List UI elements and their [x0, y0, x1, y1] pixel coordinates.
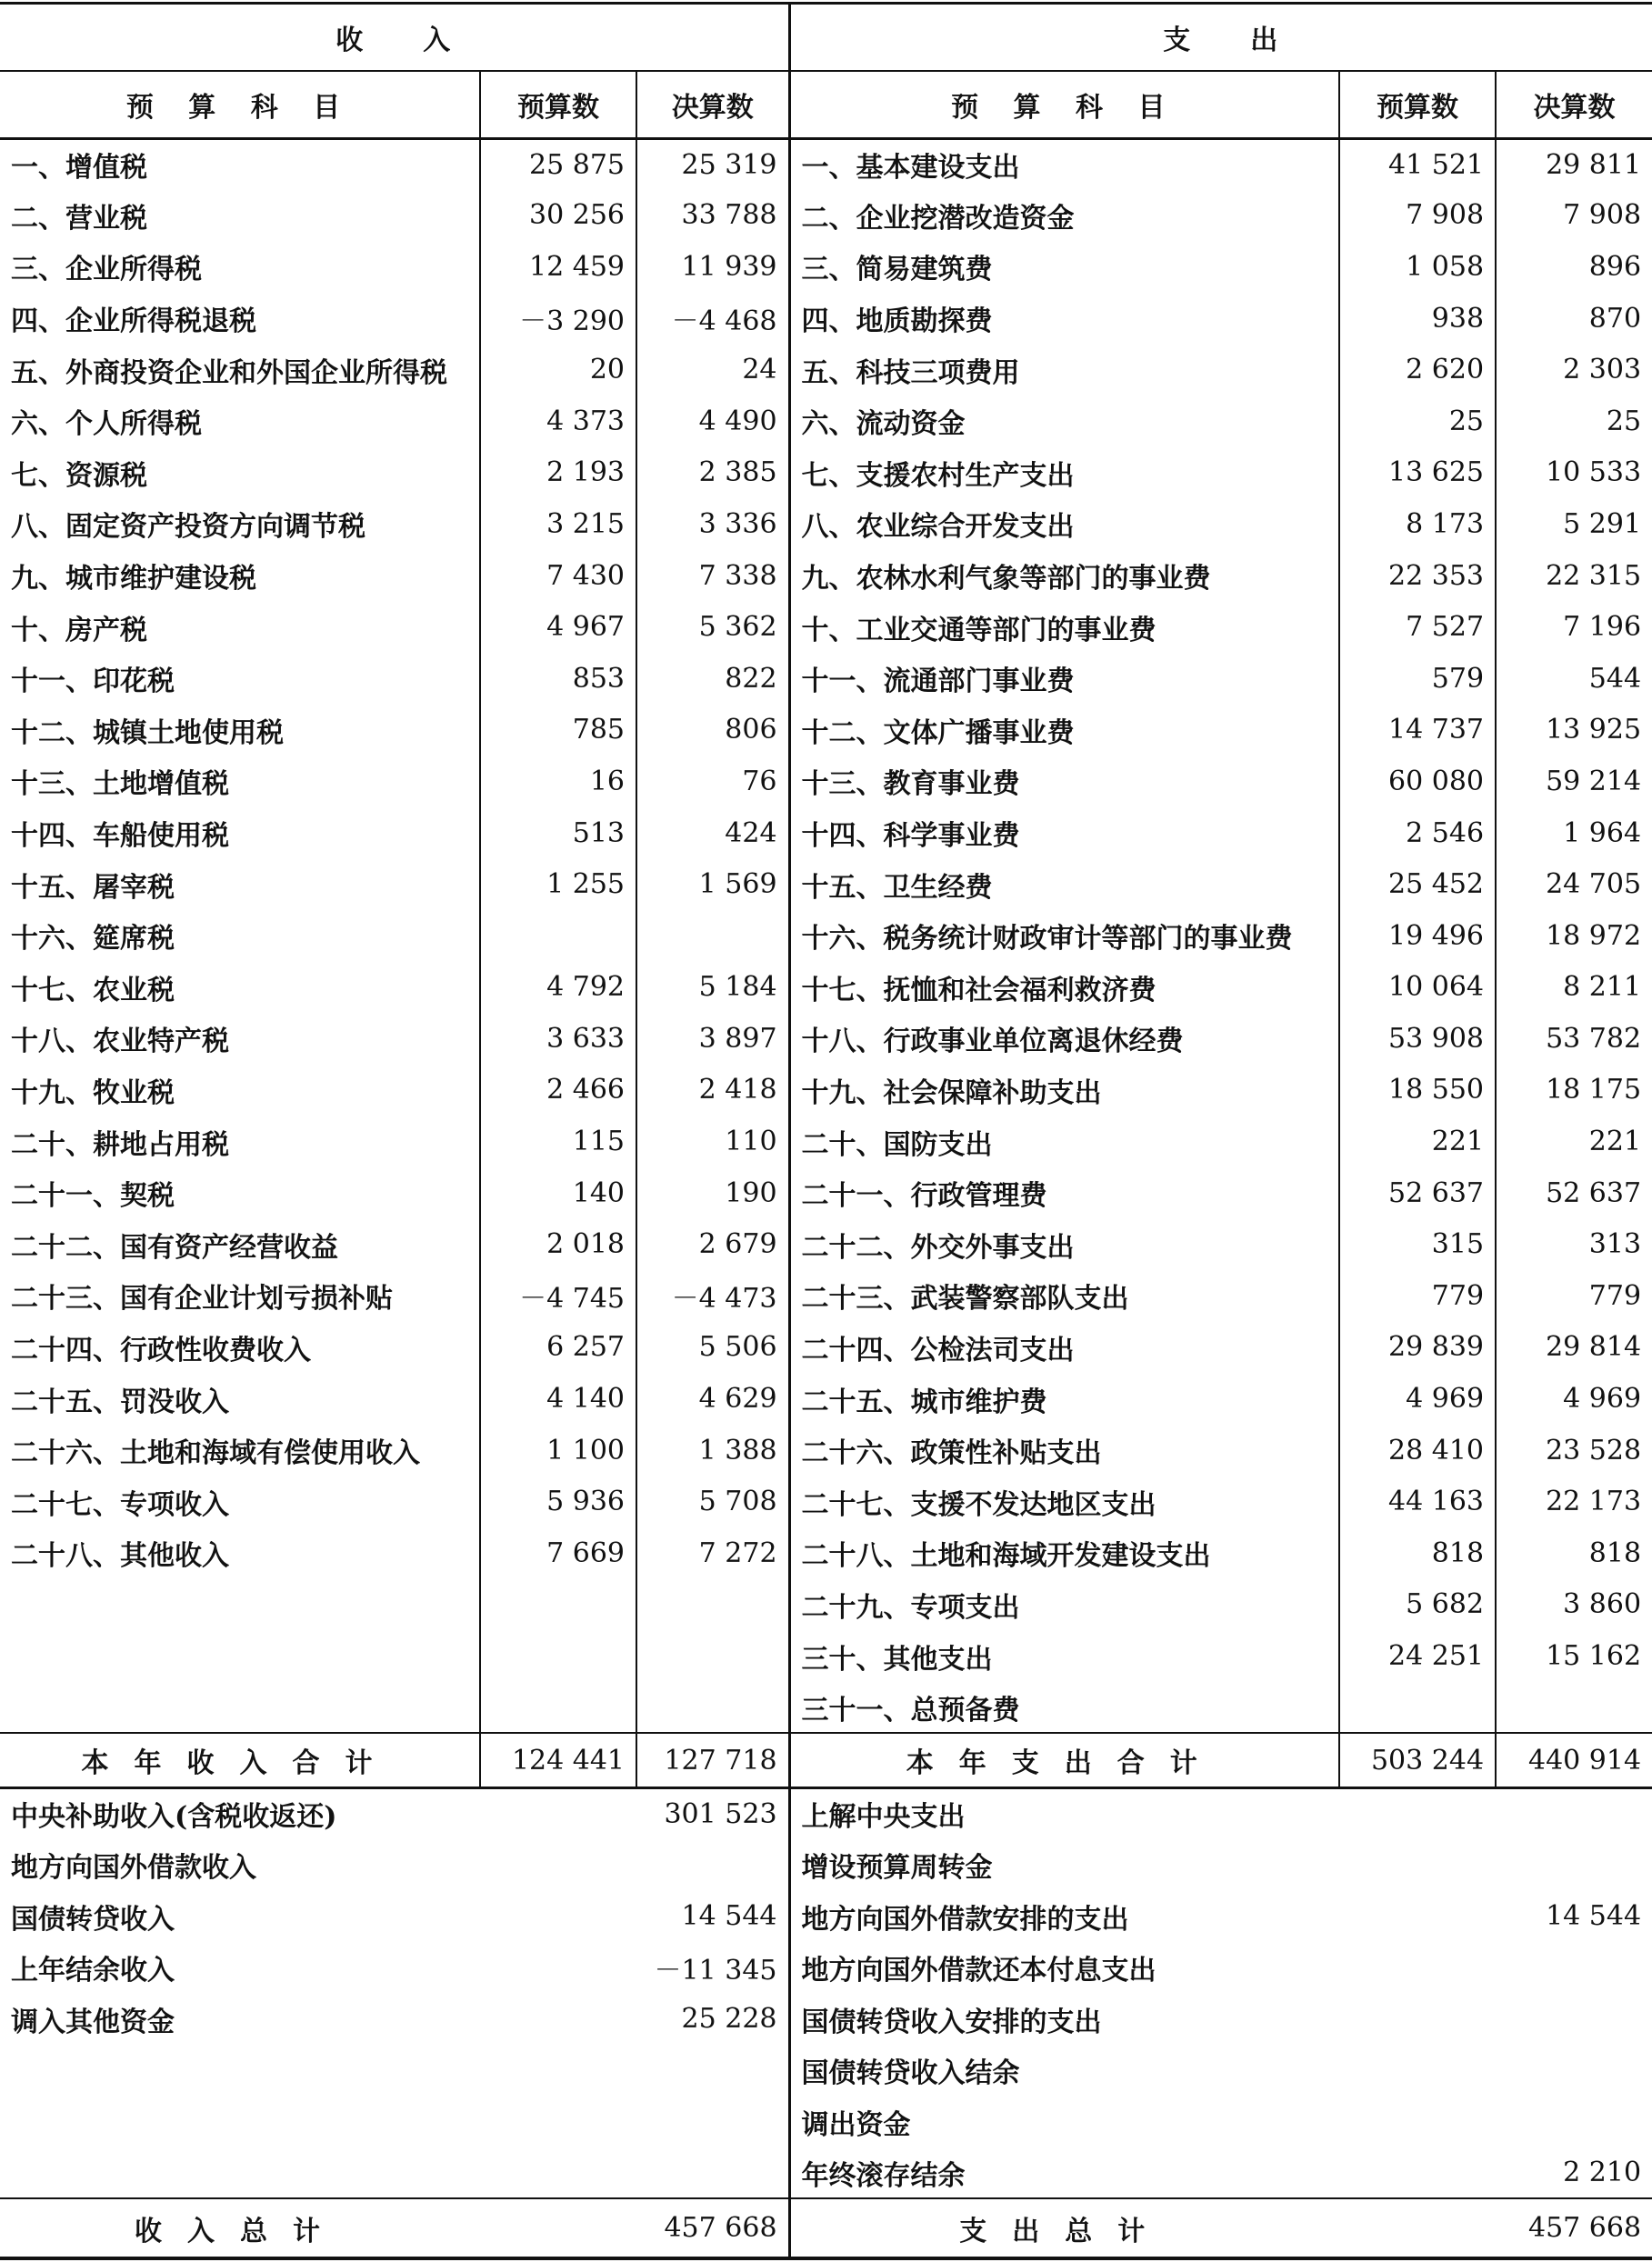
table-row [0, 705, 1652, 756]
income-item-budget: 7 430 [480, 550, 636, 602]
expense-item-budget: 7 527 [1339, 601, 1496, 653]
income-item-label: 二、营业税 [11, 202, 147, 235]
table-row [0, 1839, 1652, 1891]
income-item-final: 3 336 [636, 498, 789, 550]
expense-item-budget: 24 251 [1339, 1630, 1496, 1682]
expense-grand-total-value: 457 668 [1339, 2198, 1652, 2258]
table-row [0, 550, 1652, 602]
income-item-label: 十六、筵席税 [11, 923, 175, 956]
income-grand-total-label: 收入总计 [0, 2198, 480, 2258]
income-item-budget: 4 140 [480, 1373, 636, 1425]
income-item-label: 八、固定资产投资方向调节税 [11, 511, 365, 544]
income-item-final: 2 385 [636, 447, 789, 499]
expense-transfer-value [1339, 1942, 1652, 1994]
income-item-final: 110 [636, 1116, 789, 1167]
expense-item-final: 29 811 [1496, 138, 1652, 190]
income-transfer-label [0, 2147, 480, 2199]
expense-final-header: 决算数 [1496, 71, 1652, 138]
income-item-label: 十、房产税 [11, 614, 147, 646]
income-item-final: 2 679 [636, 1218, 789, 1270]
expense-item-label: 二十四、公检法司支出 [789, 1322, 1339, 1374]
expense-item-budget: 5 682 [1339, 1579, 1496, 1631]
expense-item-budget: 18 550 [1339, 1065, 1496, 1116]
expense-transfer-value [1339, 2096, 1652, 2147]
income-item-budget: 853 [480, 653, 636, 705]
expense-year-total-label: 本年支出合计 [789, 1733, 1339, 1787]
income-item-final: 7 272 [636, 1527, 789, 1579]
expense-item-final: 544 [1496, 653, 1652, 705]
table-row [0, 653, 1652, 705]
income-item-budget: 12 459 [480, 241, 636, 293]
income-item-label: 二十六、土地和海域有偿使用收入 [11, 1437, 420, 1470]
expense-item-final: 29 814 [1496, 1322, 1652, 1374]
expense-item-final: 779 [1496, 1270, 1652, 1322]
expense-transfer-label: 年终滚存结余 [789, 2147, 1339, 2199]
income-item-budget: 25 875 [480, 138, 636, 190]
expense-item-final: 2 303 [1496, 344, 1652, 395]
income-budget-header: 预算数 [480, 71, 636, 138]
income-item-budget: 16 [480, 756, 636, 807]
expense-item-final: 221 [1496, 1116, 1652, 1167]
income-item-label: 十五、屠宰税 [11, 871, 175, 904]
expense-item-budget: 52 637 [1339, 1167, 1496, 1219]
income-item-budget: 115 [480, 1116, 636, 1167]
income-item-label: 十三、土地增值税 [11, 768, 229, 801]
expense-item-budget [1339, 1682, 1496, 1734]
income-item-budget: 4 373 [480, 395, 636, 447]
expense-item-budget: 29 839 [1339, 1322, 1496, 1374]
income-item-budget: 30 256 [480, 190, 636, 242]
expense-item-label: 三十一、总预备费 [789, 1682, 1339, 1734]
expense-item-budget: 10 064 [1339, 962, 1496, 1014]
table-row [0, 962, 1652, 1014]
income-transfer-value: 301 523 [664, 1797, 777, 1830]
expense-item-label: 二十九、专项支出 [789, 1579, 1339, 1631]
table-row [0, 1942, 1652, 1994]
expense-item-label: 十一、流通部门事业费 [789, 653, 1339, 705]
income-year-total-budget: 124 441 [480, 1733, 636, 1787]
table-row [0, 858, 1652, 910]
income-item-final: 24 [636, 344, 789, 395]
table-row [0, 2045, 1652, 2097]
income-item-budget: －3 290 [480, 293, 636, 345]
income-item-label: 二十五、罚没收入 [11, 1386, 229, 1418]
expense-item-final: 818 [1496, 1527, 1652, 1579]
expense-item-label: 二十五、城市维护费 [789, 1373, 1339, 1425]
income-transfer-label: 地方向国外借款收入 [11, 1852, 256, 1885]
income-item-label: 十二、城镇土地使用税 [11, 716, 284, 749]
table-row [0, 1065, 1652, 1116]
income-item-label: 二十四、行政性收费收入 [11, 1334, 311, 1366]
expense-transfer-value [1339, 1787, 1652, 1839]
income-section-header: 收 入 [0, 4, 789, 71]
expense-item-final: 15 162 [1496, 1630, 1652, 1682]
expense-item-final: 53 782 [1496, 1013, 1652, 1065]
income-item-budget: 20 [480, 344, 636, 395]
income-item-final: 33 788 [636, 190, 789, 242]
table-row [0, 1270, 1652, 1322]
table-row [0, 1373, 1652, 1425]
expense-item-final: 13 925 [1496, 705, 1652, 756]
expense-transfer-label: 调出资金 [789, 2096, 1339, 2147]
expense-item-final: 10 533 [1496, 447, 1652, 499]
expense-item-label: 二十六、政策性补贴支出 [789, 1425, 1339, 1476]
expense-item-label: 二十二、外交外事支出 [789, 1218, 1339, 1270]
income-item-budget: 1 255 [480, 858, 636, 910]
income-item-final: 190 [636, 1167, 789, 1219]
income-item-budget: 4 967 [480, 601, 636, 653]
income-item-label: 十八、农业特产税 [11, 1026, 229, 1058]
income-item-final: 5 506 [636, 1322, 789, 1374]
table-row [0, 1116, 1652, 1167]
table-row [0, 1993, 1652, 2045]
income-item-final: －4 473 [636, 1270, 789, 1322]
income-item-final [636, 1630, 789, 1682]
income-item-final: 3 897 [636, 1013, 789, 1065]
expense-section-header: 支 出 [789, 4, 1652, 71]
income-transfer-label: 上年结余收入 [11, 1955, 175, 1987]
expense-item-label: 六、流动资金 [789, 395, 1339, 447]
income-year-total-label: 本年收入合计 [0, 1733, 480, 1787]
expense-item-label: 十九、社会保障补助支出 [789, 1065, 1339, 1116]
expense-item-final: 22 315 [1496, 550, 1652, 602]
income-item-label: 一、增值税 [11, 152, 147, 185]
income-item-final: 25 319 [636, 138, 789, 190]
expense-item-final: 4 969 [1496, 1373, 1652, 1425]
expense-item-final: 870 [1496, 293, 1652, 345]
expense-item-final: 896 [1496, 241, 1652, 293]
table-row [0, 1890, 1652, 1942]
income-item-budget [480, 1579, 636, 1631]
income-item-label: 二十三、国有企业计划亏损补贴 [11, 1283, 393, 1316]
income-item-final: 4 490 [636, 395, 789, 447]
expense-item-budget: 779 [1339, 1270, 1496, 1322]
income-item-budget: 5 936 [480, 1476, 636, 1527]
income-item-final: 2 418 [636, 1065, 789, 1116]
income-item-label [0, 1579, 480, 1631]
income-item-budget [480, 910, 636, 962]
table-row [0, 344, 1652, 395]
income-item-label: 十一、印花税 [11, 666, 175, 698]
income-item-label [0, 1682, 480, 1734]
expense-item-label: 十八、行政事业单位离退休经费 [789, 1013, 1339, 1065]
income-item-label: 二十八、其他收入 [11, 1540, 229, 1573]
expense-transfer-value [1339, 2045, 1652, 2097]
expense-item-final: 22 173 [1496, 1476, 1652, 1527]
table-row [0, 2147, 1652, 2199]
expense-item-budget: 25 [1339, 395, 1496, 447]
expense-year-total-budget: 503 244 [1339, 1733, 1496, 1787]
income-item-budget: 1 100 [480, 1425, 636, 1476]
expense-item-label: 二、企业挖潜改造资金 [789, 190, 1339, 242]
table-row [0, 1682, 1652, 1734]
expense-item-label: 四、地质勘探费 [789, 293, 1339, 345]
income-item-budget: 785 [480, 705, 636, 756]
table-row [0, 807, 1652, 859]
budget-table [0, 4, 1652, 2260]
income-item-label: 二十一、契税 [11, 1180, 175, 1213]
expense-item-label: 十四、科学事业费 [789, 807, 1339, 859]
income-item-budget: 3 633 [480, 1013, 636, 1065]
income-year-total-final: 127 718 [636, 1733, 789, 1787]
expense-item-label: 七、支援农村生产支出 [789, 447, 1339, 499]
income-transfer-value: 14 544 [681, 1900, 777, 1933]
expense-budget-header: 预算数 [1339, 71, 1496, 138]
expense-transfer-value: 2 210 [1563, 2157, 1642, 2189]
income-item-final: 4 629 [636, 1373, 789, 1425]
income-item-budget: 2 466 [480, 1065, 636, 1116]
expense-item-budget: 13 625 [1339, 447, 1496, 499]
income-item-final: 1 388 [636, 1425, 789, 1476]
expense-item-label: 三、简易建筑费 [789, 241, 1339, 293]
income-item-label: 二十七、专项收入 [11, 1488, 229, 1521]
expense-item-label: 八、农业综合开发支出 [789, 498, 1339, 550]
expense-item-label: 三十、其他支出 [789, 1630, 1339, 1682]
expense-item-label: 二十三、武装警察部队支出 [789, 1270, 1339, 1322]
expense-item-final: 7 908 [1496, 190, 1652, 242]
expense-item-budget: 41 521 [1339, 138, 1496, 190]
expense-item-label: 九、农林水利气象等部门的事业费 [789, 550, 1339, 602]
income-grand-total-value: 457 668 [480, 2198, 789, 2258]
income-item-label: 六、个人所得税 [11, 408, 202, 441]
income-item-label: 十四、车船使用税 [11, 820, 229, 853]
income-item-label: 四、企业所得税退税 [11, 305, 256, 338]
expense-item-final: 313 [1496, 1218, 1652, 1270]
expense-transfer-label: 上解中央支出 [789, 1787, 1339, 1839]
expense-item-budget: 25 452 [1339, 858, 1496, 910]
expense-transfer-value: 14 544 [1546, 1900, 1642, 1933]
expense-item-budget: 53 908 [1339, 1013, 1496, 1065]
expense-item-final: 1 964 [1496, 807, 1652, 859]
expense-item-label: 十七、抚恤和社会福利救济费 [789, 962, 1339, 1014]
expense-item-label: 二十一、行政管理费 [789, 1167, 1339, 1219]
expense-item-label: 二十八、土地和海域开发建设支出 [789, 1527, 1339, 1579]
table-row [0, 138, 1652, 190]
income-item-final: －4 468 [636, 293, 789, 345]
income-item-final: 76 [636, 756, 789, 807]
income-subject-header: 预 算 科 目 [0, 71, 480, 138]
expense-item-label: 五、科技三项费用 [789, 344, 1339, 395]
expense-grand-total-label: 支出总计 [789, 2198, 1339, 2258]
income-item-final [636, 1682, 789, 1734]
expense-item-final: 23 528 [1496, 1425, 1652, 1476]
income-item-final: 806 [636, 705, 789, 756]
expense-item-budget: 28 410 [1339, 1425, 1496, 1476]
section-header-row [0, 4, 1652, 71]
expense-item-label: 二十七、支援不发达地区支出 [789, 1476, 1339, 1527]
income-transfer-label: 国债转贷收入 [11, 1903, 175, 1936]
expense-item-label: 一、基本建设支出 [789, 138, 1339, 190]
expense-item-final: 8 211 [1496, 962, 1652, 1014]
income-transfer-label [0, 2045, 480, 2097]
expense-item-budget: 60 080 [1339, 756, 1496, 807]
expense-item-budget: 818 [1339, 1527, 1496, 1579]
year-total-row [0, 1733, 1652, 1787]
column-header-row [0, 71, 1652, 138]
income-transfer-label: 调入其他资金 [11, 2006, 175, 2038]
income-item-final [636, 910, 789, 962]
table-row [0, 1527, 1652, 1579]
income-item-label: 三、企业所得税 [11, 254, 202, 286]
income-item-budget: 3 215 [480, 498, 636, 550]
income-item-label: 十七、农业税 [11, 974, 175, 1006]
income-item-final: 11 939 [636, 241, 789, 293]
table-row [0, 1425, 1652, 1476]
table-row [0, 395, 1652, 447]
income-item-final: 5 184 [636, 962, 789, 1014]
expense-item-final: 18 175 [1496, 1065, 1652, 1116]
expense-item-final: 3 860 [1496, 1579, 1652, 1631]
income-transfer-label [0, 2096, 480, 2147]
expense-item-budget: 579 [1339, 653, 1496, 705]
income-item-label: 十九、牧业税 [11, 1076, 175, 1109]
income-transfer-label: 中央补助收入(含税收返还) [11, 1801, 337, 1834]
income-item-budget: 7 669 [480, 1527, 636, 1579]
expense-item-budget: 315 [1339, 1218, 1496, 1270]
table-row [0, 1787, 1652, 1839]
expense-item-final: 52 637 [1496, 1167, 1652, 1219]
expense-item-budget: 1 058 [1339, 241, 1496, 293]
income-item-budget: 140 [480, 1167, 636, 1219]
expense-item-budget: 22 353 [1339, 550, 1496, 602]
expense-item-final: 7 196 [1496, 601, 1652, 653]
table-row [0, 1630, 1652, 1682]
table-row [0, 1322, 1652, 1374]
income-item-label [0, 1630, 480, 1682]
income-transfer-value [480, 2147, 789, 2199]
expense-subject-header: 预 算 科 目 [789, 71, 1339, 138]
expense-item-label: 十、工业交通等部门的事业费 [789, 601, 1339, 653]
income-item-budget: 4 792 [480, 962, 636, 1014]
table-row [0, 601, 1652, 653]
income-item-budget: －4 745 [480, 1270, 636, 1322]
income-item-final: 5 708 [636, 1476, 789, 1527]
expense-item-label: 十五、卫生经费 [789, 858, 1339, 910]
income-item-final [636, 1579, 789, 1631]
expense-transfer-value [1339, 1993, 1652, 2045]
table-row [0, 1013, 1652, 1065]
income-transfer-value: 25 228 [681, 2003, 777, 2036]
income-item-final: 822 [636, 653, 789, 705]
expense-transfer-label: 增设预算周转金 [789, 1839, 1339, 1891]
table-row [0, 1476, 1652, 1527]
income-item-budget [480, 1630, 636, 1682]
table-row [0, 293, 1652, 345]
table-row [0, 241, 1652, 293]
table-row [0, 1167, 1652, 1219]
expense-item-budget: 4 969 [1339, 1373, 1496, 1425]
table-row [0, 1579, 1652, 1631]
expense-item-budget: 2 620 [1339, 344, 1496, 395]
income-final-header: 决算数 [636, 71, 789, 138]
table-row [0, 910, 1652, 962]
income-item-final: 7 338 [636, 550, 789, 602]
expense-item-budget: 44 163 [1339, 1476, 1496, 1527]
income-item-budget [480, 1682, 636, 1734]
income-item-final: 1 569 [636, 858, 789, 910]
expense-transfer-label: 国债转贷收入结余 [789, 2045, 1339, 2097]
expense-item-budget: 8 173 [1339, 498, 1496, 550]
expense-item-budget: 938 [1339, 293, 1496, 345]
expense-item-budget: 2 546 [1339, 807, 1496, 859]
income-transfer-value [480, 2045, 789, 2097]
grand-total-row [0, 2198, 1652, 2258]
expense-transfer-label: 地方向国外借款还本付息支出 [789, 1942, 1339, 1994]
income-transfer-value [480, 2096, 789, 2147]
expense-item-budget: 19 496 [1339, 910, 1496, 962]
expense-transfer-label: 国债转贷收入安排的支出 [789, 1993, 1339, 2045]
expense-item-final: 24 705 [1496, 858, 1652, 910]
table-row [0, 498, 1652, 550]
income-item-label: 九、城市维护建设税 [11, 563, 256, 596]
income-item-label: 二十二、国有资产经营收益 [11, 1231, 338, 1264]
table-row [0, 447, 1652, 499]
income-item-budget: 2 018 [480, 1218, 636, 1270]
table-row [0, 756, 1652, 807]
expense-item-final: 25 [1496, 395, 1652, 447]
table-row [0, 1218, 1652, 1270]
expense-item-budget: 221 [1339, 1116, 1496, 1167]
expense-item-final [1496, 1682, 1652, 1734]
expense-item-label: 二十、国防支出 [789, 1116, 1339, 1167]
table-row [0, 2096, 1652, 2147]
table-row [0, 190, 1652, 242]
expense-item-label: 十六、税务统计财政审计等部门的事业费 [789, 910, 1339, 962]
income-transfer-value: －11 345 [654, 1955, 777, 1987]
income-item-label: 五、外商投资企业和外国企业所得税 [11, 356, 447, 389]
expense-item-final: 59 214 [1496, 756, 1652, 807]
expense-item-label: 十三、教育事业费 [789, 756, 1339, 807]
income-item-final: 424 [636, 807, 789, 859]
income-item-label: 二十、耕地占用税 [11, 1128, 229, 1161]
expense-item-final: 5 291 [1496, 498, 1652, 550]
income-item-budget: 2 193 [480, 447, 636, 499]
expense-item-budget: 7 908 [1339, 190, 1496, 242]
income-item-budget: 6 257 [480, 1322, 636, 1374]
income-transfer-value [480, 1839, 789, 1891]
expense-item-budget: 14 737 [1339, 705, 1496, 756]
expense-item-label: 十二、文体广播事业费 [789, 705, 1339, 756]
expense-year-total-final: 440 914 [1496, 1733, 1652, 1787]
expense-item-final: 18 972 [1496, 910, 1652, 962]
income-item-final: 5 362 [636, 601, 789, 653]
income-item-label: 七、资源税 [11, 459, 147, 492]
expense-transfer-label: 地方向国外借款安排的支出 [789, 1890, 1339, 1942]
income-item-budget: 513 [480, 807, 636, 859]
expense-transfer-value [1339, 1839, 1652, 1891]
